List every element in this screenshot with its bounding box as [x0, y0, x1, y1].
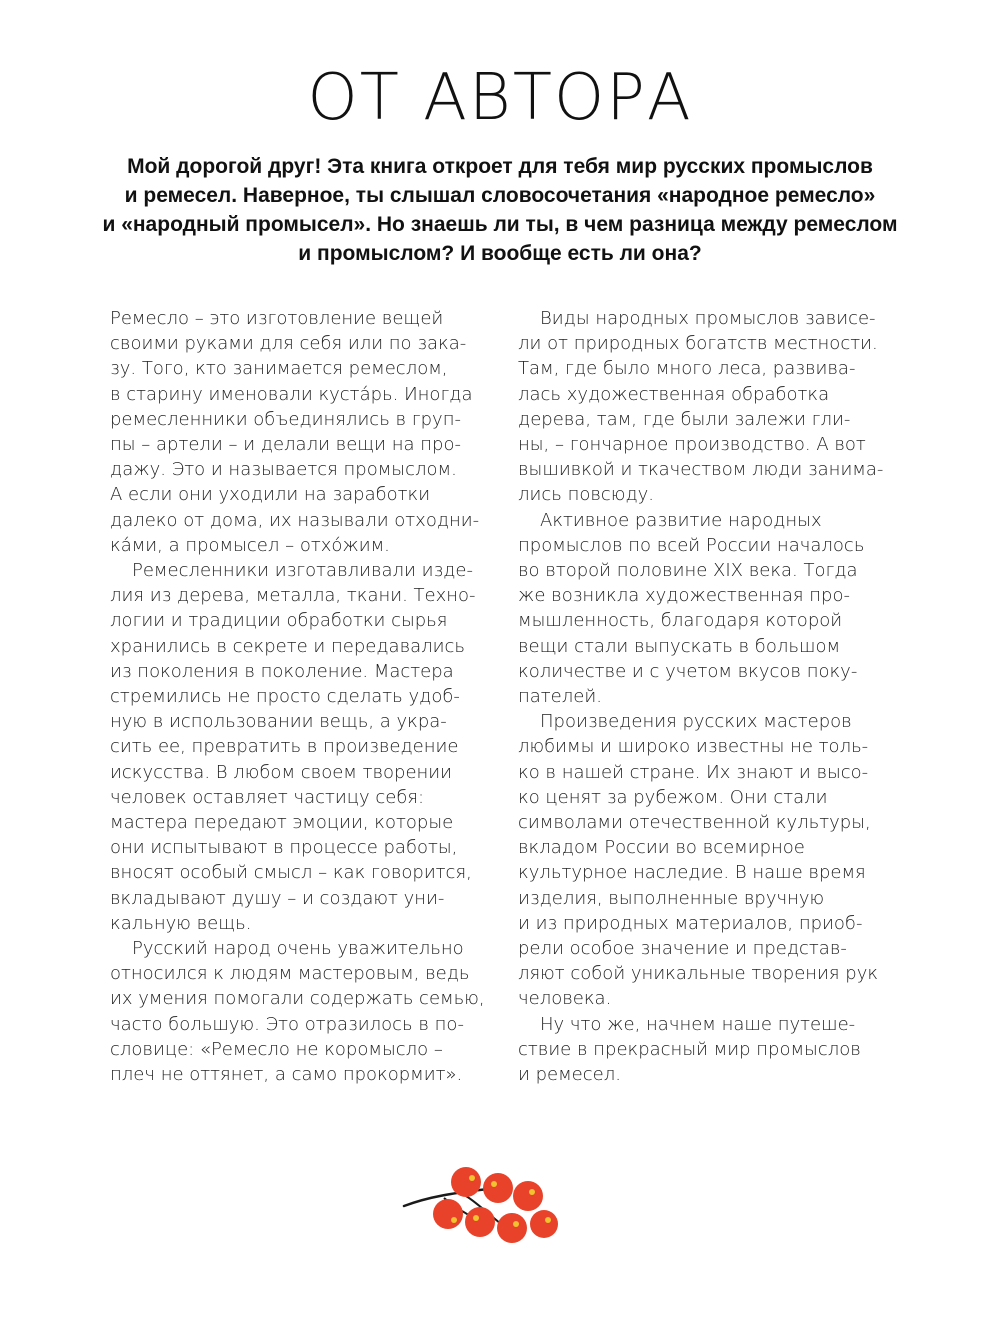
text-line: А если они уходили на заработки: [110, 484, 431, 506]
text-line: культурное наследие. В наше время: [518, 862, 866, 884]
text-line: вкладом России во всемирное: [518, 837, 805, 859]
text-line: в старину именовали куста́рь. Иногда: [110, 383, 473, 405]
text-line: Активное развитие народных: [540, 509, 822, 531]
text-line: хранились в секрете и передавались: [110, 635, 466, 657]
text-line: ко в нашей стране. Их знают и высо-: [518, 761, 869, 783]
text-line: логии и традиции обработки сырья: [110, 610, 448, 632]
text-line: пы – артели – и делали вещи на про-: [110, 434, 461, 455]
text-line: ствие в прекрасный мир промыслов: [518, 1038, 861, 1060]
text-line: вносят особый смысл – как говорится,: [110, 862, 472, 884]
text-line: Русский народ очень уважительно: [132, 938, 464, 959]
text-line: и ремесел.: [518, 1064, 621, 1085]
page-title: ОТ АВТОРА: [307, 61, 693, 135]
text-line: лась художественная обработка: [518, 383, 830, 405]
text-line: искусства. В любом своем творении: [110, 761, 452, 783]
rowan-berries-icon: [396, 1158, 568, 1254]
text-line: промыслов по всей России началось: [518, 534, 865, 556]
text-line: лись повсюду.: [518, 484, 655, 506]
text-line: ка́ми, а промысел – отхо́жим.: [110, 534, 390, 556]
text-line: любимы и широко известны не толь-: [518, 736, 869, 758]
intro-line: и промыслом? И вообще есть ли она?: [298, 242, 702, 265]
text-line: ную в использовании вещь, а укра-: [110, 711, 447, 733]
text-line: дерева, там, где были залежи гли-: [518, 408, 851, 430]
text-line: вышивкой и ткачеством люди занима-: [518, 459, 884, 481]
text-line: Ремесленники изготавливали изде-: [132, 560, 473, 581]
text-line: их умения помогали содержать семью,: [110, 988, 485, 1010]
text-line: словице: «Ремесло не коромысло –: [110, 1038, 443, 1060]
text-line: Там, где было много леса, развива-: [518, 358, 856, 380]
text-line: дажу. Это и называется промыслом.: [110, 459, 457, 481]
text-line: изделия, выполненные вручную: [518, 887, 825, 909]
text-line: кальную вещь.: [110, 912, 252, 934]
text-line: ляют собой уникальные творения рук: [518, 963, 879, 985]
intro-paragraph: [80, 152, 920, 272]
text-line: Ну что же, начнем наше путеше-: [540, 1013, 856, 1035]
text-line: ны, – гончарное производство. А вот: [518, 434, 866, 455]
text-line: Произведения русских мастеров: [540, 711, 852, 733]
text-line: зу. Того, кто занимается ремеслом,: [110, 358, 448, 380]
text-line: Виды народных промыслов зависе-: [540, 308, 876, 329]
text-line: человек оставляет частицу себя:: [110, 786, 425, 808]
text-line: они испытывают в процессе работы,: [110, 837, 458, 859]
text-line: ремесленники объединялись в груп-: [110, 408, 461, 430]
text-line: количестве и с учетом вкусов поку-: [518, 660, 858, 682]
intro-line: Мой дорогой друг! Эта книга откроет для тебя мир русских промыслов: [127, 155, 873, 178]
text-line: плеч не оттянет, а само прокормит».: [110, 1064, 463, 1085]
intro-line: и ремесел. Наверное, ты слышал словосочетания «народное ремесло»: [124, 184, 876, 207]
text-line: пателей.: [518, 686, 602, 707]
text-line: ли от природных богатств местности.: [518, 333, 878, 355]
text-line: символами отечественной культуры,: [518, 812, 871, 833]
intro-line: и «народный промысел». Но знаешь ли ты, в чем разница между ремеслом: [102, 213, 898, 236]
text-line: сить ее, превратить в произведение: [110, 736, 459, 758]
text-line: вещи стали выпускать в большом: [518, 635, 841, 657]
text-line: лия из дерева, металла, ткани. Техно-: [110, 585, 476, 607]
text-line: далеко от дома, их называли отходни-: [110, 509, 480, 531]
text-line: часто большую. Это отразилось в по-: [110, 1013, 464, 1035]
text-line: Ремесло – это изготовление вещей: [110, 308, 444, 329]
text-line: рели особое значение и представ-: [518, 938, 847, 959]
text-line: стремились не просто сделать удоб-: [110, 686, 460, 707]
text-line: относился к людям мастеровым, ведь: [110, 963, 470, 985]
text-line: во второй половине XIX века. Тогда: [518, 560, 858, 581]
text-line: же возникла художественная про-: [518, 585, 850, 607]
text-line: ко ценят за рубежом. Они стали: [518, 786, 828, 808]
text-line: вкладывают душу – и создают уни-: [110, 887, 445, 909]
text-line: и из природных материалов, приоб-: [518, 912, 863, 934]
text-line: из поколения в поколение. Мастера: [110, 660, 454, 682]
text-line: мастера передают эмоции, которые: [110, 812, 454, 833]
text-line: своими руками для себя или по зака-: [110, 333, 467, 355]
text-line: человека.: [518, 988, 612, 1010]
text-line: мышленность, благодаря которой: [518, 610, 843, 632]
